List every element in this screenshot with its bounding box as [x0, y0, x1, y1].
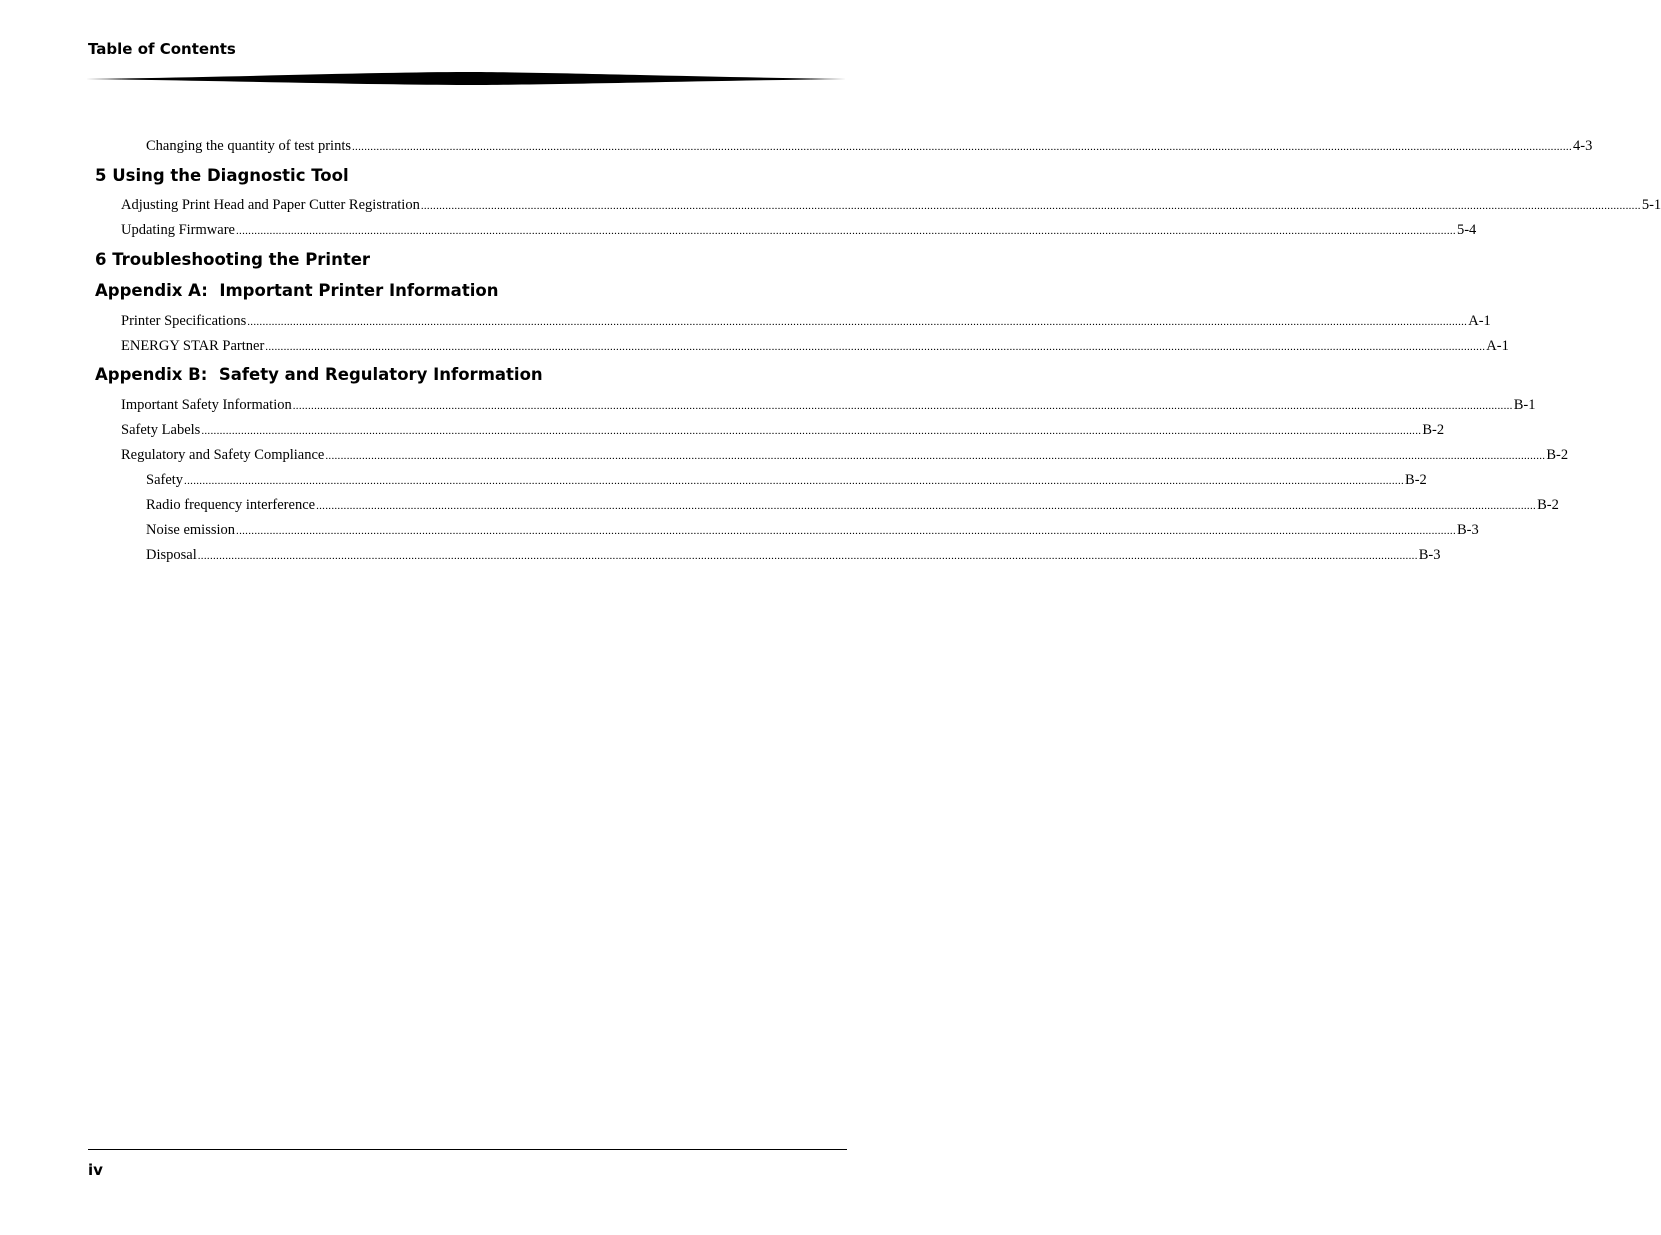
toc-entry[interactable] [146, 470, 1427, 491]
toc-entry-label: Changing the quantity of test prints [146, 138, 351, 154]
toc-entry-label: Radio frequency interference [146, 497, 316, 513]
toc-entry-page: A-1 [1486, 338, 1509, 354]
toc-entry-label: Regulatory and Safety Compliance [121, 447, 325, 463]
toc-entry-page: B-2 [1422, 422, 1445, 438]
toc-entry[interactable] [121, 311, 1491, 332]
toc-entry-label: Safety [146, 472, 184, 488]
footer-rule [88, 1149, 847, 1150]
toc-entry-page: B-2 [1537, 497, 1559, 513]
toc-entry-label: Adjusting Print Head and Paper Cutter Registration [121, 197, 420, 213]
toc-entry[interactable] [146, 520, 1479, 541]
toc-dot-leader: ................................................................................................................................................................................................................................................................................................................................................................................................................ [325, 450, 1546, 462]
toc-entry-page: B-1 [1513, 397, 1536, 413]
running-header-title: Table of Contents [88, 40, 236, 58]
toc-entry-label: Important Safety Information [121, 397, 292, 413]
toc-entry[interactable] [121, 395, 1536, 416]
toc-entry-label: Safety Labels [121, 422, 201, 438]
toc-entry-label: Disposal [146, 547, 197, 563]
toc-entry[interactable] [146, 545, 1441, 566]
toc-dot-leader: ................................................................................................................................................................................................................................................................................................................................................................................................................ [201, 425, 1422, 437]
toc-section-heading: Appendix B: Safety and Regulatory Information [95, 365, 543, 384]
toc-entry[interactable] [121, 336, 1509, 357]
toc-entry-page: A-1 [1468, 313, 1491, 329]
toc-entry-page: B-2 [1405, 472, 1427, 488]
toc-section-heading: Appendix A: Important Printer Information [95, 281, 499, 300]
toc-dot-leader: ................................................................................................................................................................................................................................................................................................................................................................................................................ [265, 341, 1486, 353]
footer-page-number: iv [88, 1161, 103, 1179]
toc-section-heading: 5 Using the Diagnostic Tool [95, 166, 349, 185]
toc-entry[interactable] [121, 195, 1661, 216]
toc-entry-label: Noise emission [146, 522, 236, 538]
toc-entry[interactable] [121, 220, 1477, 241]
toc-entry[interactable] [146, 136, 1593, 157]
toc-section-heading: 6 Troubleshooting the Printer [95, 250, 371, 269]
toc-dot-leader: ................................................................................................................................................................................................................................................................................................................................................................................................................ [352, 141, 1572, 153]
header-swoosh-rule [86, 70, 846, 86]
toc-entry-page: B-3 [1418, 547, 1441, 563]
toc-dot-leader: ................................................................................................................................................................................................................................................................................................................................................................................................................ [247, 316, 1468, 328]
toc-dot-leader: ................................................................................................................................................................................................................................................................................................................................................................................................................ [235, 225, 1456, 237]
toc-entry-page: 5-1 [1641, 197, 1661, 213]
toc-dot-leader: ................................................................................................................................................................................................................................................................................................................................................................................................................ [316, 500, 1537, 512]
toc-dot-leader: ................................................................................................................................................................................................................................................................................................................................................................................................................ [184, 475, 1405, 487]
toc-entry-label: ENERGY STAR Partner [121, 338, 265, 354]
toc-entry-page: B-2 [1546, 447, 1569, 463]
toc-entry-page: 4-3 [1573, 138, 1593, 154]
toc-dot-leader: ................................................................................................................................................................................................................................................................................................................................................................................................................ [236, 525, 1457, 537]
toc-entry-page: 5-4 [1456, 222, 1477, 238]
toc-entry-page: B-3 [1457, 522, 1479, 538]
toc-entry-label: Printer Specifications [121, 313, 247, 329]
toc-dot-leader: ................................................................................................................................................................................................................................................................................................................................................................................................................ [197, 550, 1418, 562]
toc-dot-leader: ................................................................................................................................................................................................................................................................................................................................................................................................................ [292, 400, 1513, 412]
toc-entry[interactable] [121, 420, 1445, 441]
toc-entry[interactable] [121, 445, 1569, 466]
toc-entry[interactable] [146, 495, 1559, 516]
toc-entry-label: Updating Firmware [121, 222, 235, 238]
toc-dot-leader: ................................................................................................................................................................................................................................................................................................................................................................................................................ [420, 200, 1641, 212]
